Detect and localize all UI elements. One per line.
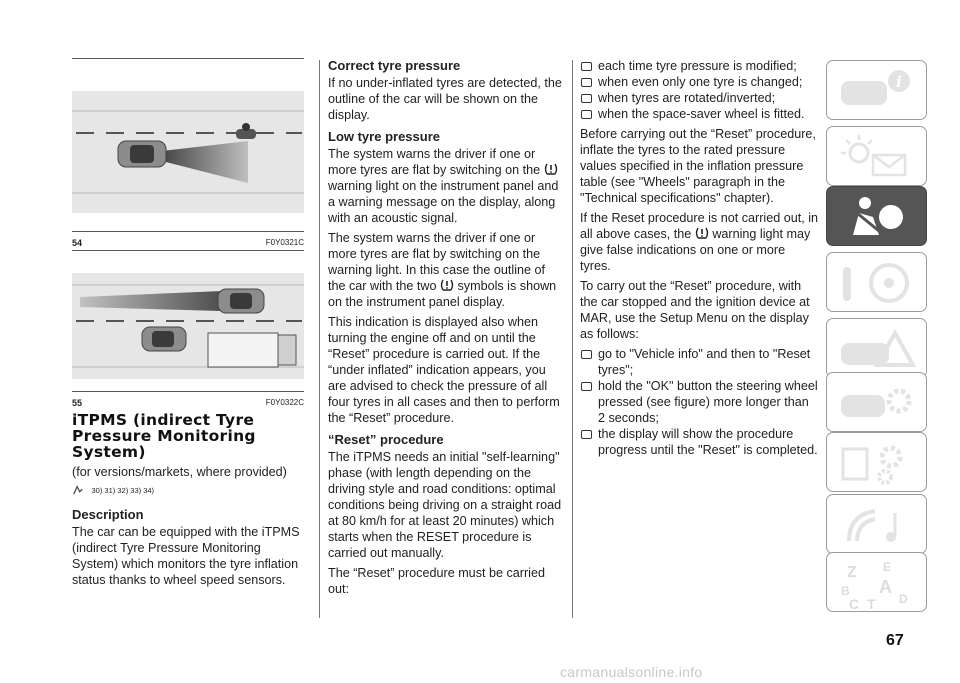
tyre-pressure-warning-icon [544,162,558,176]
no-reset-paragraph [580,210,818,274]
bullet-box-icon [581,350,592,359]
list-item-text: when tyres are rotated/inverted; [598,91,776,105]
chapter-tab-warning-lights[interactable] [826,126,927,186]
column-1 [72,412,308,592]
how-to-reset-paragraph: To carry out the “Reset” procedure, with the car stopped and the ignition device at MAR, use the Setup Menu on the display as follows: [580,279,810,341]
bullet-box-icon [581,430,592,439]
index-letter: Z [847,564,857,581]
list-item [580,58,818,74]
reset-paragraph-1: The iTPMS needs an initial "self-learning" phase (with length depending on the driving style and road conditions: optimal conditions being driving on a straight road at 80 km/h for at least 20 minutes) which starts when the RESET procedure is carried out manually. [328,450,562,560]
car-info-icon [827,61,928,121]
reset-paragraph-2: The “Reset” procedure must be carried out: [328,566,545,596]
list-item [580,74,818,90]
chapter-tab-car-info[interactable] [826,60,927,120]
figure-code: F0Y0321C [265,238,304,247]
references-row [72,482,308,499]
low-pressure-text: warning light on the instrument panel and a warning message on the display, along with an acoustic signal. [328,179,559,225]
index-letter: E [883,560,892,574]
figure-number: 54 [72,238,83,248]
availability-note [72,464,308,480]
list-item-text: each time tyre pressure is modified; [598,59,797,73]
index-letter: A [879,577,892,597]
bullet-box-icon [581,62,592,71]
bullet-box-icon [581,78,592,87]
figure-top-rule [72,58,304,59]
no-reset-text: If the Reset procedure is not carried out, in all above cases, the [580,211,819,241]
figure-caption [72,398,304,408]
emergency-icon [827,319,928,379]
safety-airbag-icon [827,187,928,247]
no-reset-text: warning light may give false indications on one or more tyres. [580,227,811,273]
list-item-text: when even only one tyre is changed; [598,75,803,89]
figure-54-illustration [72,91,304,213]
figure-55 [72,250,304,408]
list-item [580,90,818,106]
index-letter: T [867,596,876,612]
maintenance-icon [827,373,928,433]
reset-procedure-heading: “Reset” procedure [328,432,444,447]
figure-top-rule [72,250,304,251]
low-pressure-text: The system warns the driver if one or more tyres are flat by switching on the [328,147,541,177]
chapter-tab-technical-data[interactable] [826,432,927,492]
low-pressure-text: symbols is shown on the instrument panel display. [328,279,557,309]
bullet-box-icon [581,382,592,391]
watermark: carmanualsonline.info [560,664,703,680]
correct-pressure-text: If no under-inflated tyres are detected, the outline of the car will be shown on the display. [328,76,562,122]
index-letter: C [849,596,860,612]
figure-54 [72,58,304,248]
list-item [580,426,818,458]
tyre-pressure-warning-icon [440,278,454,292]
before-reset-paragraph: Before carrying out the “Reset” procedure, inflate the tyres to the rated pressure values specified in the inflation pressure table (see "Wheels" paragraph in the "Technical specifications" chapter). [580,127,816,205]
bullet-box-icon [581,110,592,119]
index-letter: B [841,584,850,598]
description-text: The car can be equipped with the iTPMS (indirect Tyre Pressure Monitoring System) which monitors the tyre inflation status thanks to wheel speed sensors. [72,524,300,587]
reference-numbers: 30) 31) 32) 33) 34) [91,485,155,495]
road-radar-illustration [72,91,304,213]
low-pressure-text: The system warns the driver if one or more tyres are flat by switching on the warning light. In this case the outline of the car with the two [328,231,546,293]
caution-hand-icon [72,484,84,496]
correct-pressure-heading: Correct tyre pressure [328,58,461,73]
figure-caption [72,238,304,248]
figure-55-illustration [72,273,304,379]
svg-text:i: i [896,73,902,91]
list-item [580,378,818,426]
figure-bottom-rule [72,391,304,392]
low-pressure-paragraph-2 [328,230,564,310]
column-divider-1 [319,60,320,618]
low-pressure-paragraph-3: This indication is displayed also when turning the engine off and on until the “Reset” procedure is carried out. If the “under inflated” indication appears, you are advised to check the pressure of all four tyres in all cases and then to perform the “Reset” procedure. [328,315,560,425]
index-icon [827,553,928,613]
chapter-tab-index[interactable] [826,552,927,612]
warning-lights-icon [827,127,928,187]
multimedia-icon [827,495,928,555]
tyre-pressure-warning-icon [695,226,709,240]
index-letter: D [899,592,908,606]
description-heading: Description [72,506,144,522]
list-item [580,346,818,378]
figure-number: 55 [72,398,83,408]
column-3 [580,58,818,458]
key-steering-icon [827,253,928,313]
technical-data-icon [827,433,928,493]
low-pressure-paragraph-1 [328,146,564,226]
list-item-text: the display will show the procedure progress until the "Reset" is completed. [598,427,818,457]
list-item-text: go to "Vehicle info" and then to "Reset tyres"; [598,347,811,377]
column-divider-2 [572,60,573,618]
figure-code: F0Y0322C [265,398,304,407]
list-item-text: hold the "OK" button the steering wheel pressed (see figure) more longer than 2 seconds; [598,379,818,425]
chapter-tab-starting-driving[interactable] [826,252,927,312]
list-item [580,106,818,122]
section-title: iTPMS (indirect Tyre Pressure Monitoring System) [72,411,256,461]
page-number: 67 [886,632,904,649]
availability-text: (for versions/markets, where provided) [72,465,287,479]
bullet-box-icon [581,94,592,103]
overtake-radar-illustration [72,273,304,379]
column-2 [328,58,564,601]
low-pressure-heading: Low tyre pressure [328,129,440,144]
figure-bottom-rule [72,231,304,232]
list-item-text: when the space-saver wheel is fitted. [598,107,805,121]
chapter-tab-multimedia[interactable] [826,494,927,554]
chapter-tab-safety[interactable] [826,186,927,246]
chapter-tab-maintenance[interactable] [826,372,927,432]
chapter-tab-emergency[interactable] [826,318,927,378]
